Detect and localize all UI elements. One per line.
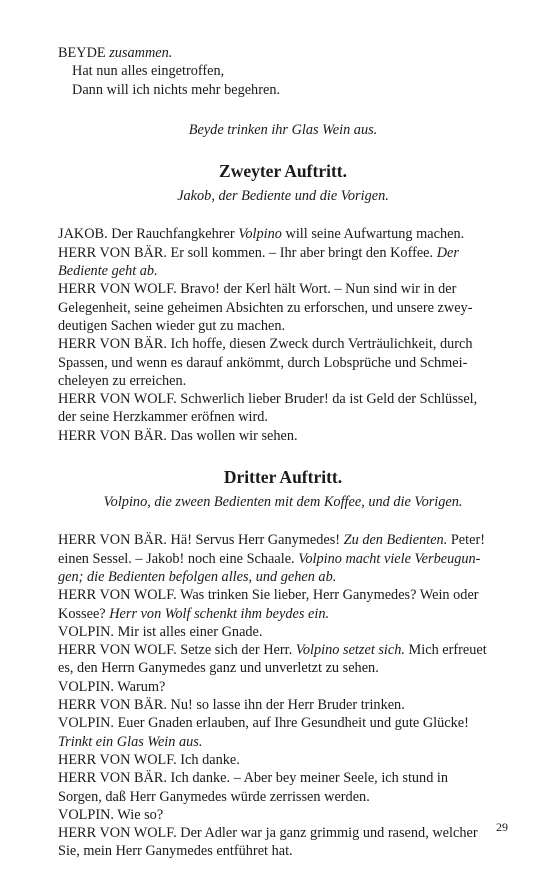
stage-direction-inline: Der bbox=[436, 244, 459, 261]
page-number: 29 bbox=[496, 820, 508, 834]
scene-3-line: HERR VON WOLF. Der Adler war ja ganz grimmig und rasend, welcher bbox=[58, 825, 478, 842]
scene-2-line: JAKOB. Der Rauchfangkehrer Volpino will seine Aufwartung machen. bbox=[58, 226, 465, 243]
opening-speaker-line bbox=[58, 44, 508, 62]
scene-3-line: HERR VON BÄR. Ich danke. – Aber bey meiner Seele, ich stund in bbox=[58, 770, 449, 787]
scene-3-line: VOLPIN. Euer Gnaden erlauben, auf Ihre Gesundheit und gute Glücke! bbox=[58, 715, 469, 732]
scene-2-line: der seine Herzkammer eröfnen wird. bbox=[58, 409, 268, 426]
scene-3-line: HERR VON BÄR. Hä! Servus Herr Ganymedes! Zu den Bedienten. Peter! bbox=[58, 532, 485, 549]
scene-2-line: HERR VON WOLF. Bravo! der Kerl hält Wort. – Nun sind wir in der bbox=[58, 281, 457, 298]
stage-direction-inline: Zu den Bedienten. bbox=[343, 532, 448, 549]
scene-3-subtitle: Volpino, die zween Bedienten mit dem Koffee, und die Vorigen. bbox=[103, 494, 463, 511]
scene-3-line: VOLPIN. Mir ist alles einer Gnade. bbox=[58, 623, 263, 640]
scene-3-line: Kossee? Herr von Wolf schenkt ihm beydes ein. bbox=[58, 605, 330, 622]
speaker-name: BEYDE bbox=[58, 45, 106, 61]
scene-2-line: HERR VON BÄR. Ich hoffe, diesen Zweck durch Verträulichkeit, durch bbox=[58, 336, 473, 353]
scene-2-line: Gelegenheit, seine geheimen Absichten zu erforschen, und unsere zwey- bbox=[58, 299, 473, 316]
scene-2-line: deutigen Sachen wieder gut zu machen. bbox=[58, 317, 286, 334]
scene-3-line bbox=[58, 733, 508, 751]
scene-2-line: HERR VON BÄR. Er soll kommen. – Ihr aber bringt den Koffee. Der bbox=[58, 244, 459, 261]
scene-3-line bbox=[58, 568, 508, 586]
scene-3-line: VOLPIN. Warum? bbox=[58, 678, 166, 695]
stage-direction-inline: Volpino bbox=[238, 226, 282, 243]
scene-2-title: Zweyter Auftritt. bbox=[219, 161, 347, 182]
scene-3-line: HERR VON WOLF. Setze sich der Herr. Volpino setzet sich. Mich erfreuet bbox=[58, 642, 487, 659]
stage-direction: Beyde trinken ihr Glas Wein aus. bbox=[188, 121, 378, 138]
scene-2-line bbox=[58, 262, 508, 280]
page-body bbox=[58, 44, 508, 861]
verse-line-1: Hat nun alles eingetroffen, bbox=[72, 63, 225, 80]
scene-3-line: Sorgen, daß Herr Ganymedes würde zerrissen werden. bbox=[58, 788, 370, 805]
scene-3-text bbox=[58, 531, 508, 860]
scene-2-line: Spassen, und wenn es darauf ankömmt, durch Lobsprüche und Schmei- bbox=[58, 354, 468, 371]
scene-2-line: cheleyen zu erreichen. bbox=[58, 372, 187, 389]
scene-3-title: Dritter Auftritt. bbox=[223, 467, 343, 488]
speaker-direction: zusammen. bbox=[109, 45, 173, 61]
scene-3-line: es, den Herrn Ganymedes ganz und unverletzt zu sehen. bbox=[58, 660, 379, 677]
stage-direction-inline: Trinkt ein Glas Wein aus. bbox=[58, 733, 203, 750]
scene-2-subtitle: Jakob, der Bediente und die Vorigen. bbox=[177, 188, 389, 205]
scene-3-line: HERR VON WOLF. Was trinken Sie lieber, Herr Ganymedes? Wein oder bbox=[58, 587, 479, 604]
scene-3-line: HERR VON BÄR. Nu! so lasse ihn der Herr Bruder trinken. bbox=[58, 697, 405, 714]
scene-2-text bbox=[58, 225, 508, 445]
scene-2-line: HERR VON BÄR. Das wollen wir sehen. bbox=[58, 427, 298, 444]
stage-direction-inline: Bediente geht ab. bbox=[58, 263, 158, 280]
stage-direction-inline: gen; die Bedienten befolgen alles, und gehen ab. bbox=[58, 568, 337, 585]
verse-line-2: Dann will ich nichts mehr begehren. bbox=[72, 81, 281, 98]
scene-3-line: einen Sessel. – Jakob! noch eine Schaale. Volpino macht viele Verbeugun- bbox=[58, 550, 481, 567]
scene-3-line: HERR VON WOLF. Ich danke. bbox=[58, 751, 240, 768]
scene-3-line: VOLPIN. Wie so? bbox=[58, 806, 164, 823]
stage-direction-inline: Herr von Wolf schenkt ihm beydes ein. bbox=[109, 605, 330, 622]
scene-2-line: HERR VON WOLF. Schwerlich lieber Bruder! da ist Geld der Schlüssel, bbox=[58, 391, 478, 408]
scene-3-line: Sie, mein Herr Ganymedes entführet hat. bbox=[58, 843, 293, 860]
stage-direction-inline: Volpino macht viele Verbeugun- bbox=[298, 550, 481, 567]
stage-direction-inline: Volpino setzet sich. bbox=[295, 642, 405, 659]
